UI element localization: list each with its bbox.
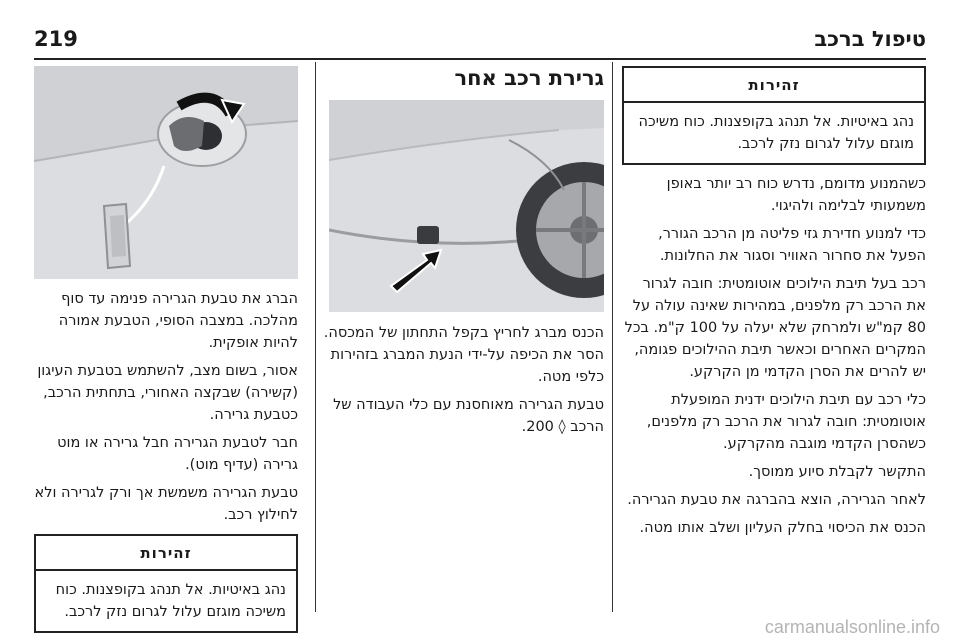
warning-title: זהירות xyxy=(36,536,296,571)
paragraph: כלי רכב עם תיבת הילוכים ידנית המופעלת אוטומטית: חובה לגרור את הרכב רק מלפנים, כשהסרן הקדמי מוגבה מהקרקע. xyxy=(646,392,926,452)
paragraph: כשהמנוע מדומם, נדרש כוח רב יותר באופן משמעותי לבלימה ולהיגוי. xyxy=(666,176,926,214)
paragraph: הכנס מברג לחריץ בקפל התחתון של המכסה. הסר את הכיפה על-ידי הנעת המברג בזהירות כלפי מטה. xyxy=(323,325,604,385)
warning-box-right xyxy=(622,66,926,165)
paragraph: לאחר הגרירה, הוצא בהברגה את טבעת הגרירה. xyxy=(627,492,926,508)
paragraph: חבר לטבעת הגרירה חבל גרירה או מוט גרירה (עדיף מוט). xyxy=(57,435,298,473)
warning-body: נהג באיטיות. אל תנהג בקופצנות. כוח משיכה מוגזם עלול לגרום נזק לרכב. xyxy=(638,114,914,152)
section-heading: גרירת רכב אחר xyxy=(454,66,604,90)
paragraph: רכב בעל תיבת הילוכים אוטומטית: חובה לגרור את הרכב רק מלפנים, במהירות שאינה עולה על 80 קמ"ש ולמרחק שלא יעלה על 100 ק"מ. בכל המקרים האחרים וכאשר תיבת ההילוכים פגומה, יש להרים את הסרן הקדמי מן הקרקע. xyxy=(624,276,926,380)
car-rear-figure xyxy=(329,100,604,312)
left-column xyxy=(34,288,298,633)
page-title: טיפול ברכב xyxy=(814,27,926,51)
paragraph: הברג את טבעת הגרירה פנימה עד סוף מהלכה. במצבה הסופי, הטבעת אמורה להיות אופקית. xyxy=(58,291,298,351)
middle-column xyxy=(322,322,604,444)
warning-body: נהג באיטיות. אל תנהג בקופצנות. כוח משיכה מוגזם עלול לגרום נזק לרכב. xyxy=(55,582,286,620)
column-divider-right xyxy=(612,62,613,612)
right-column xyxy=(622,66,926,545)
paragraph: הכנס את הכיסוי בחלק העליון ושלב אותו מטה. xyxy=(639,520,926,536)
column-divider-left xyxy=(315,62,316,612)
towing-eye-icon xyxy=(34,66,298,279)
paragraph: טבעת הגרירה משמשת אך ורק לגרירה ולא לחילוץ רכב. xyxy=(34,485,298,523)
page-number: 219 xyxy=(34,27,78,51)
paragraph: התקשר לקבלת סיוע ממוסך. xyxy=(748,464,926,480)
towing-eye-figure xyxy=(34,66,298,279)
paragraph: אסור, בשום מצב, להשתמש בטבעת העיגון (קשירה) שבקצה האחורי, בתחתית הרכב, כטבעת גרירה. xyxy=(37,363,298,423)
header-rule xyxy=(34,58,926,60)
paragraph: כדי למנוע חדירת גזי פליטה מן הרכב הגורר, הפעל את סחרור האוויר וסגור את החלונות. xyxy=(658,226,926,264)
car-rear-bumper-icon xyxy=(329,100,604,312)
warning-box-left xyxy=(34,534,298,633)
watermark: carmanualsonline.info xyxy=(764,617,940,637)
warning-title: זהירות xyxy=(624,68,924,103)
paragraph: טבעת הגרירה מאוחסנת עם כלי העבודה של הרכב ◊ 200. xyxy=(333,397,604,435)
page-header xyxy=(34,27,926,57)
